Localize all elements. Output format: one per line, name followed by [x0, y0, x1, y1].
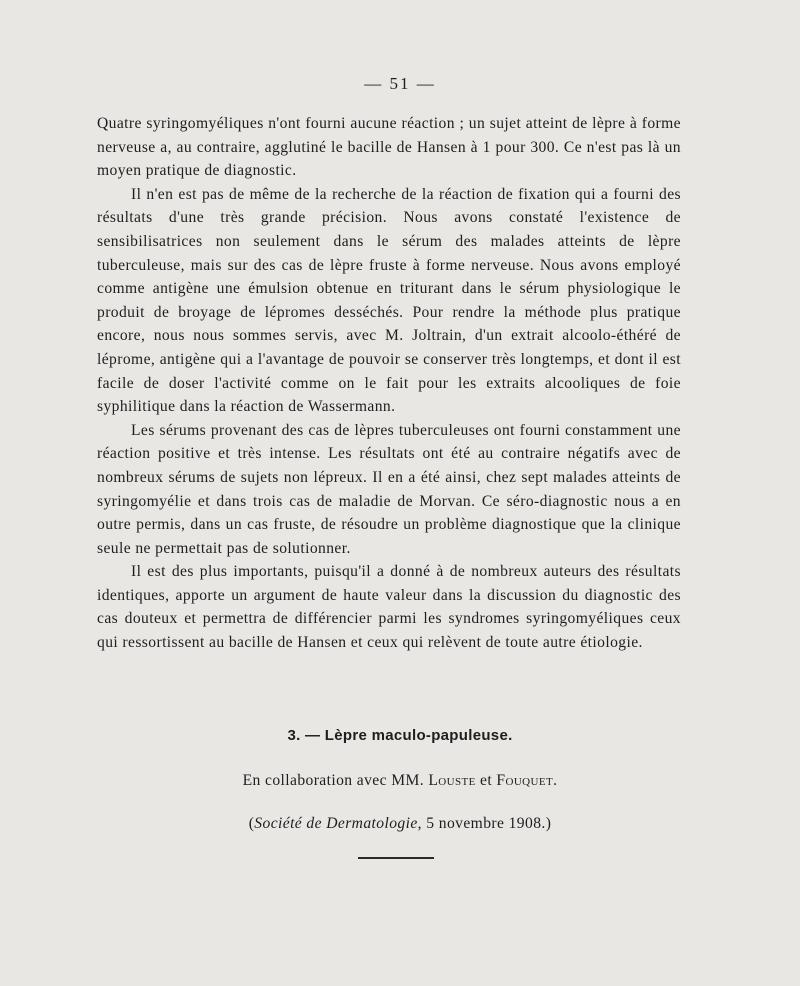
page-number: — 51 — [364, 74, 436, 93]
source-citation [0, 815, 800, 833]
source-date: , 5 novembre 1908. [417, 815, 546, 832]
paragraph-1: Quatre syringomyéliques n'ont fourni aucune réaction ; un sujet atteint de lèpre à forme nerveuse a, au contraire, agglutiné le bacille de Hansen à 1 pour 300. Ce n'est pas là un moyen pratique de diagnostic. [97, 115, 681, 180]
body-text [97, 112, 681, 655]
collaboration-line [0, 772, 800, 790]
source-close-paren: ) [545, 815, 552, 832]
author-fouquet: Fouquet [496, 772, 554, 789]
source-open-paren: ( [248, 815, 255, 832]
section-heading: 3. — Lèpre maculo-papuleuse. [287, 727, 513, 744]
paragraph-2: Il n'en est pas de même de la recherche de la réaction de fixation qui a fourni des résultats d'une très grande précision. Nous avons constaté l'existence de sensibilisatrices non seulement dans le sérum des malades atteints de lèpre tuberculeuse, mais sur des cas de lèpre fruste à forme nerveuse. Nous avons employé comme antigène une émulsion obtenue en triturant dans le sérum physiologique le produit de broyage de lépromes desséchés. Pour rendre la méthode plus pratique encore, nous nous sommes servis, avec M. Joltrain, d'un extrait alcoolo-éthéré de léprome, antigène qui a l'avantage de pouvoir se conserver très longtemps, et dont il est facile de doser l'activité comme on le fait pour les extraits alcooliques de foie syphilitique dans la réaction de Wassermann. [97, 185, 681, 416]
collaboration-suffix: . [553, 772, 558, 789]
collaboration-connector: et [475, 772, 497, 789]
paragraph-3: Les sérums provenant des cas de lèpres tuberculeuses ont fourni constamment une réaction positive et très intense. Les résultats ont été au contraire négatifs avec de nombreux sérums de sujets non lépreux. Il en a été ainsi, chez sept malades atteints de syringomyélie et dans trois cas de maladie de Morvan. Ce séro-diagnostic nous a en outre permis, dans un cas fruste, de résoudre un problème diagnostique que la clinique seule ne permettait pas de solutionner. [97, 421, 681, 557]
collaboration-prefix: En collaboration avec MM. [242, 772, 429, 789]
author-louste: Louste [428, 772, 476, 789]
paragraph-4: Il est des plus importants, puisqu'il a donné à de nombreux auteurs des résultats identiques, apporte un argument de haute valeur dans la discussion du diagnostic des cas douteux et permettra de différencier parmi les syndromes syringomyéliques ceux qui ressortissent au bacille de Hansen et ceux qui relèvent de toute autre étiologie. [97, 563, 681, 652]
section-divider [358, 857, 434, 859]
source-society: Société de Dermatologie [254, 815, 418, 832]
